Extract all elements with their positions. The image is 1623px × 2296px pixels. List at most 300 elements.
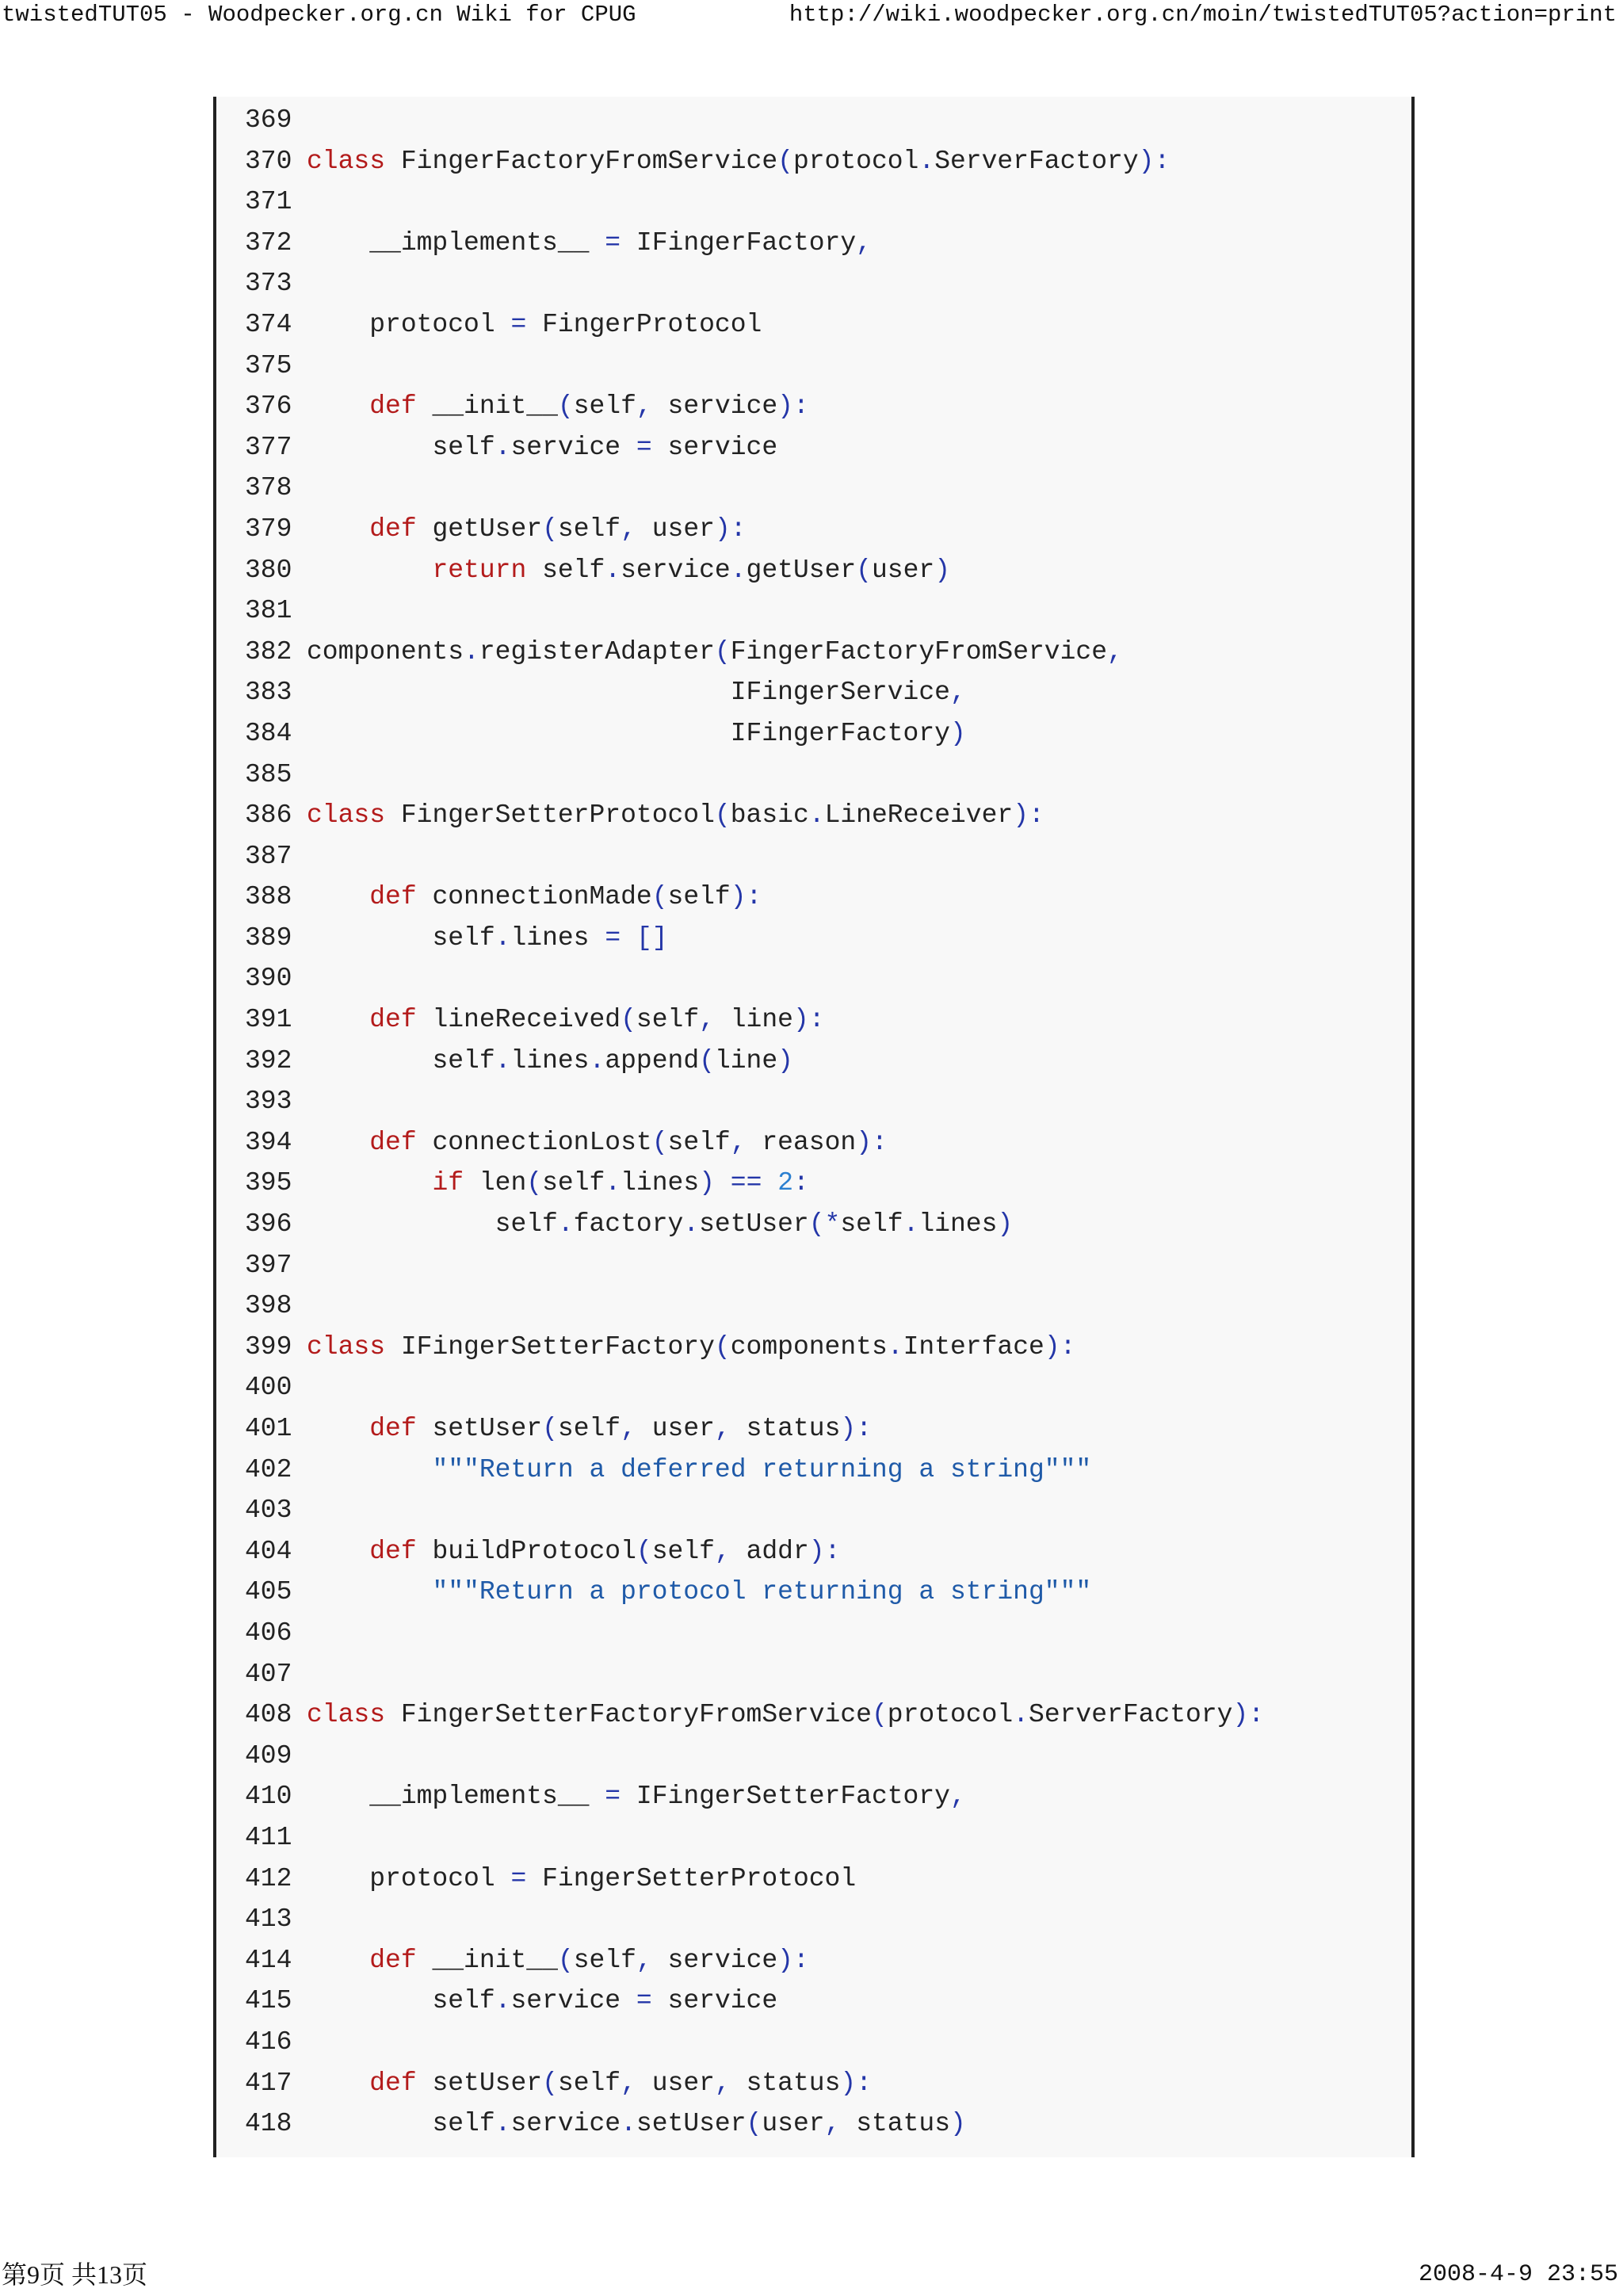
code-whitespace xyxy=(652,1986,668,2015)
line-number: 402 xyxy=(245,1454,292,1484)
code-line xyxy=(245,2022,1411,2063)
code-operator: ( xyxy=(557,392,574,422)
code-operator: ( xyxy=(714,800,731,831)
code-operator: = xyxy=(636,1986,652,2016)
code-line xyxy=(245,713,1411,755)
code-whitespace xyxy=(417,882,433,911)
code-line xyxy=(245,999,1411,1041)
code-line xyxy=(245,1163,1411,1204)
code-operator: , xyxy=(856,227,872,258)
code-operator: ( xyxy=(651,1127,668,1157)
code-keyword: if xyxy=(432,1168,464,1198)
line-number: 385 xyxy=(245,759,292,789)
code-operator: ( xyxy=(542,2068,558,2098)
code-operator: ) xyxy=(777,1045,793,1075)
code-whitespace xyxy=(307,1128,369,1157)
code-operator: ): xyxy=(1138,146,1170,176)
code-whitespace xyxy=(385,800,401,830)
code-line xyxy=(245,2063,1411,2104)
code-line xyxy=(245,1286,1411,1327)
code-operator: ): xyxy=(777,1945,809,1975)
code-name: Interface xyxy=(903,1331,1044,1362)
code-name: protocol xyxy=(369,309,495,339)
code-name: self xyxy=(573,1945,636,1975)
code-whitespace xyxy=(307,2109,432,2138)
code-name: FingerFactoryFromService xyxy=(400,146,778,176)
code-operator: , xyxy=(714,1536,731,1566)
code-whitespace xyxy=(307,228,369,258)
line-number: 383 xyxy=(245,678,292,708)
code-keyword: class xyxy=(307,800,386,831)
code-name: IFingerFactory xyxy=(636,227,857,258)
line-number: 375 xyxy=(245,350,292,380)
code-operator: ( xyxy=(557,1945,574,1975)
code-name: self xyxy=(432,923,495,953)
code-operator: = xyxy=(510,1863,527,1893)
code-operator: . xyxy=(621,2109,636,2139)
code-operator: . xyxy=(589,1045,605,1075)
code-string: """Return a deferred returning a string""" xyxy=(432,1454,1092,1484)
code-line xyxy=(245,304,1411,346)
code-number: 2 xyxy=(777,1168,794,1198)
code-line xyxy=(245,836,1411,877)
code-whitespace xyxy=(385,147,401,176)
code-name: self xyxy=(432,1986,495,2016)
code-name: self xyxy=(636,1005,700,1035)
code-whitespace xyxy=(840,2109,856,2138)
code-operator: . xyxy=(605,1168,621,1198)
code-whitespace xyxy=(307,392,369,421)
code-name: __init__ xyxy=(432,1945,558,1975)
code-line xyxy=(245,1450,1411,1491)
code-name: len xyxy=(479,1168,527,1198)
code-lines xyxy=(245,100,1411,2145)
code-name: connectionLost xyxy=(432,1127,652,1157)
line-number: 407 xyxy=(245,1659,292,1689)
code-operator: , xyxy=(636,1945,652,1975)
code-whitespace xyxy=(715,1005,731,1034)
code-operator: ( xyxy=(699,1045,715,1075)
code-name: status xyxy=(856,2109,951,2139)
code-line xyxy=(245,1736,1411,1777)
line-number: 398 xyxy=(245,1291,292,1321)
code-name: protocol xyxy=(887,1700,1014,1730)
code-keyword: def xyxy=(369,1536,417,1566)
line-number: 390 xyxy=(245,964,292,994)
code-operator: , xyxy=(1107,636,1123,667)
code-keyword: def xyxy=(369,2068,417,2098)
code-keyword: def xyxy=(369,514,417,544)
code-name: LineReceiver xyxy=(824,800,1014,831)
code-operator: ( xyxy=(542,514,558,544)
code-name: self xyxy=(542,555,605,585)
code-operator: == xyxy=(730,1168,762,1198)
print-timestamp: 2008-4-9 23:55 xyxy=(1418,2261,1618,2288)
code-name: protocol xyxy=(369,1863,495,1893)
code-name: status xyxy=(746,1414,841,1443)
code-name: service xyxy=(667,1986,778,2016)
code-line xyxy=(245,550,1411,591)
code-keyword: def xyxy=(369,1414,417,1443)
code-whitespace xyxy=(417,1005,433,1034)
code-operator: ( xyxy=(871,1700,888,1730)
line-number: 373 xyxy=(245,269,292,299)
code-line xyxy=(245,223,1411,264)
code-name: setUser xyxy=(699,1209,809,1240)
code-name: FingerSetterProtocol xyxy=(542,1863,857,1893)
code-operator: , xyxy=(714,2068,731,2098)
code-name: self xyxy=(651,1536,715,1566)
code-line xyxy=(245,1981,1411,2022)
line-number: 372 xyxy=(245,227,292,258)
code-line xyxy=(245,1204,1411,1245)
code-operator: , xyxy=(621,514,636,544)
code-keyword: def xyxy=(369,1127,417,1157)
line-number: 395 xyxy=(245,1168,292,1198)
code-whitespace xyxy=(417,1946,433,1975)
code-whitespace xyxy=(621,228,636,258)
code-name: self xyxy=(573,392,636,422)
code-line xyxy=(245,468,1411,509)
code-whitespace xyxy=(307,719,731,748)
code-whitespace xyxy=(747,1128,762,1157)
code-line xyxy=(245,1940,1411,1981)
code-whitespace xyxy=(636,2069,652,2098)
code-whitespace xyxy=(731,2069,747,2098)
code-name: service xyxy=(667,392,778,422)
code-whitespace xyxy=(307,433,432,462)
code-operator: , xyxy=(949,678,966,708)
line-number: 414 xyxy=(245,1945,292,1975)
code-whitespace xyxy=(526,1864,542,1893)
code-operator: ( xyxy=(777,146,793,176)
code-whitespace xyxy=(495,1864,511,1893)
code-name: user xyxy=(651,514,715,544)
code-operator: = xyxy=(605,1782,621,1812)
code-operator: . xyxy=(495,1045,511,1075)
code-name: FingerSetterFactoryFromService xyxy=(400,1700,872,1730)
code-line xyxy=(245,1899,1411,1940)
code-operator: = xyxy=(636,432,652,462)
code-name: service xyxy=(510,432,621,462)
code-name: lines xyxy=(918,1209,998,1240)
code-whitespace xyxy=(307,1414,369,1443)
code-whitespace xyxy=(621,923,636,953)
code-operator: ): xyxy=(1013,800,1044,831)
code-line xyxy=(245,1408,1411,1450)
code-operator: , xyxy=(714,1414,731,1443)
code-line xyxy=(245,1817,1411,1859)
code-operator: . xyxy=(730,555,747,585)
code-operator: ): xyxy=(714,514,747,544)
code-whitespace xyxy=(762,1168,777,1198)
print-footer xyxy=(0,2256,1623,2296)
code-whitespace xyxy=(307,514,369,544)
code-operator: . xyxy=(605,555,621,585)
code-whitespace xyxy=(307,678,731,707)
code-operator: , xyxy=(621,2068,636,2098)
line-number: 408 xyxy=(245,1700,292,1730)
code-keyword: def xyxy=(369,1945,417,1975)
code-whitespace xyxy=(307,310,369,339)
code-operator: . xyxy=(464,636,479,667)
code-whitespace xyxy=(385,1332,401,1362)
code-line xyxy=(245,590,1411,632)
code-operator: . xyxy=(918,146,935,176)
line-number: 370 xyxy=(245,146,292,176)
line-number: 404 xyxy=(245,1536,292,1566)
code-operator: ( xyxy=(714,636,731,667)
code-name: components xyxy=(307,636,464,667)
code-operator: . xyxy=(495,1986,511,2016)
code-name: IFingerSetterFactory xyxy=(636,1782,950,1812)
line-number: 411 xyxy=(245,1822,292,1852)
line-number: 397 xyxy=(245,1250,292,1280)
code-line xyxy=(245,1694,1411,1736)
code-line xyxy=(245,1776,1411,1817)
page-count: 第9页 共13页 xyxy=(2,2260,148,2289)
code-line xyxy=(245,2103,1411,2145)
line-number: 399 xyxy=(245,1331,292,1362)
code-name: __init__ xyxy=(432,392,558,422)
code-operator: , xyxy=(621,1414,636,1443)
code-name: getUser xyxy=(746,555,857,585)
code-whitespace xyxy=(526,556,542,585)
code-operator: ) xyxy=(934,555,951,585)
code-name: service xyxy=(510,1986,621,2016)
code-operator: ( xyxy=(651,882,668,912)
code-name: __implements__ xyxy=(369,1782,590,1812)
code-operator: ): xyxy=(730,882,762,912)
code-operator: ): xyxy=(856,1127,888,1157)
code-line xyxy=(245,181,1411,223)
code-name: ServerFactory xyxy=(1029,1700,1233,1730)
code-name: self xyxy=(495,1209,558,1240)
code-operator: ) xyxy=(997,1209,1014,1240)
code-line xyxy=(245,1531,1411,1572)
code-name: service xyxy=(667,432,778,462)
line-number: 391 xyxy=(245,1005,292,1035)
code-operator: ( xyxy=(636,1536,652,1566)
code-line xyxy=(245,1081,1411,1122)
code-name: self xyxy=(542,1168,605,1198)
line-number: 418 xyxy=(245,2109,292,2139)
code-keyword: def xyxy=(369,882,417,912)
line-number: 417 xyxy=(245,2068,292,2098)
code-whitespace xyxy=(307,2069,369,2098)
code-line xyxy=(245,346,1411,387)
code-operator: = xyxy=(605,227,621,258)
code-name: service xyxy=(510,2109,621,2139)
code-whitespace xyxy=(417,392,433,421)
code-name: lines xyxy=(510,1045,590,1075)
code-operator: , xyxy=(949,1782,966,1812)
code-whitespace xyxy=(590,923,605,953)
code-keyword: class xyxy=(307,1331,386,1362)
code-name: self xyxy=(432,2109,495,2139)
code-whitespace xyxy=(417,2069,433,2098)
code-keyword: class xyxy=(307,1700,386,1730)
code-name: user xyxy=(651,2068,715,2098)
code-operator: ): xyxy=(792,1005,825,1035)
code-name: user xyxy=(651,1414,715,1443)
line-number: 388 xyxy=(245,882,292,912)
code-line xyxy=(245,632,1411,673)
code-whitespace xyxy=(464,1168,479,1198)
code-name: setUser xyxy=(432,2068,543,2098)
code-line xyxy=(245,141,1411,182)
code-operator: = xyxy=(605,923,621,953)
code-operator: ( xyxy=(714,1331,731,1362)
code-line xyxy=(245,386,1411,427)
code-whitespace xyxy=(307,1577,432,1606)
code-name: line xyxy=(714,1045,778,1075)
code-whitespace xyxy=(307,1455,432,1484)
line-number: 393 xyxy=(245,1087,292,1117)
code-name: protocol xyxy=(792,146,919,176)
code-name: FingerFactoryFromService xyxy=(730,636,1108,667)
line-number: 401 xyxy=(245,1414,292,1443)
code-line xyxy=(245,877,1411,918)
code-whitespace xyxy=(307,556,432,585)
code-operator: . xyxy=(683,1209,700,1240)
code-name: self xyxy=(667,882,731,912)
line-number: 412 xyxy=(245,1863,292,1893)
line-number: 400 xyxy=(245,1373,292,1403)
code-name: user xyxy=(871,555,935,585)
line-number: 369 xyxy=(245,105,292,135)
code-name: self xyxy=(557,2068,621,2098)
code-line xyxy=(245,427,1411,468)
code-operator: ( xyxy=(621,1005,636,1035)
code-whitespace xyxy=(731,1414,747,1443)
code-operator: = xyxy=(510,309,527,339)
code-operator: , xyxy=(730,1127,747,1157)
code-whitespace xyxy=(636,1414,652,1443)
code-line xyxy=(245,1490,1411,1531)
code-whitespace xyxy=(417,514,433,544)
code-name: lines xyxy=(621,1168,700,1198)
code-operator: ( xyxy=(856,555,872,585)
page-url: http://wiki.woodpecker.org.cn/moin/twistedTUT05?action=print xyxy=(789,2,1617,28)
code-operator: . xyxy=(495,2109,511,2139)
code-whitespace xyxy=(307,923,432,953)
line-number: 389 xyxy=(245,923,292,953)
code-whitespace xyxy=(307,1209,495,1239)
code-whitespace xyxy=(526,310,542,339)
code-keyword: def xyxy=(369,1005,417,1035)
code-whitespace xyxy=(652,433,668,462)
code-whitespace xyxy=(307,1537,369,1566)
code-operator: ) xyxy=(699,1168,715,1198)
code-line xyxy=(245,1122,1411,1163)
line-number: 394 xyxy=(245,1127,292,1157)
line-number: 415 xyxy=(245,1986,292,2016)
code-name: registerAdapter xyxy=(479,636,715,667)
line-number: 376 xyxy=(245,392,292,422)
code-whitespace xyxy=(417,1537,433,1566)
code-whitespace xyxy=(621,433,636,462)
code-whitespace xyxy=(307,1986,432,2015)
code-keyword: return xyxy=(432,555,527,585)
code-name: self xyxy=(432,432,495,462)
code-whitespace xyxy=(621,1986,636,2015)
line-number: 405 xyxy=(245,1577,292,1607)
code-whitespace xyxy=(417,1414,433,1443)
code-name: setUser xyxy=(432,1414,543,1443)
code-operator: (* xyxy=(808,1209,841,1240)
code-operator: ): xyxy=(1044,1331,1076,1362)
line-number: 371 xyxy=(245,187,292,217)
code-operator: ( xyxy=(526,1168,543,1198)
code-whitespace xyxy=(307,1946,369,1975)
line-number: 378 xyxy=(245,473,292,503)
code-line xyxy=(245,1041,1411,1082)
code-name: service xyxy=(621,555,731,585)
code-whitespace xyxy=(385,1700,401,1729)
code-operator: , xyxy=(824,2109,841,2139)
line-number: 396 xyxy=(245,1209,292,1240)
code-operator: ) xyxy=(950,2109,966,2139)
code-name: reason xyxy=(762,1127,857,1157)
line-number: 377 xyxy=(245,432,292,462)
code-name: setUser xyxy=(636,2109,747,2139)
code-whitespace xyxy=(636,514,652,544)
code-operator: ): xyxy=(777,392,809,422)
code-name: line xyxy=(730,1005,793,1035)
code-name: FingerSetterProtocol xyxy=(400,800,715,831)
code-line xyxy=(245,1327,1411,1368)
code-line xyxy=(245,918,1411,959)
print-header xyxy=(0,0,1623,35)
code-operator: ) xyxy=(949,718,966,748)
code-operator: . xyxy=(903,1209,919,1240)
code-name: IFingerService xyxy=(730,678,950,708)
code-name: ServerFactory xyxy=(934,146,1139,176)
code-whitespace xyxy=(652,392,668,421)
code-name: components xyxy=(730,1331,888,1362)
code-whitespace xyxy=(307,1046,432,1075)
code-operator: ( xyxy=(746,2109,762,2139)
code-operator: . xyxy=(495,432,511,462)
code-operator: ): xyxy=(840,1414,873,1443)
line-number: 379 xyxy=(245,514,292,544)
code-name: IFingerSetterFactory xyxy=(400,1331,715,1362)
code-line xyxy=(245,100,1411,141)
line-number: 387 xyxy=(245,841,292,871)
code-name: self xyxy=(840,1209,903,1240)
code-operator: [] xyxy=(636,923,668,953)
code-name: user xyxy=(762,2109,825,2139)
code-whitespace xyxy=(621,1782,636,1811)
code-name: __implements__ xyxy=(369,227,590,258)
line-number: 382 xyxy=(245,636,292,667)
line-number: 386 xyxy=(245,800,292,831)
line-number: 374 xyxy=(245,309,292,339)
code-operator: , xyxy=(699,1005,715,1035)
line-number: 413 xyxy=(245,1904,292,1935)
code-name: self xyxy=(557,514,621,544)
code-whitespace xyxy=(307,1168,432,1198)
code-whitespace xyxy=(307,1864,369,1893)
code-name: append xyxy=(605,1045,700,1075)
code-line xyxy=(245,795,1411,836)
code-operator: ( xyxy=(542,1414,558,1443)
code-name: lineReceived xyxy=(432,1005,621,1035)
code-operator: , xyxy=(636,392,652,422)
page-title: twistedTUT05 - Woodpecker.org.cn Wiki for CPUG xyxy=(2,2,636,28)
line-number: 403 xyxy=(245,1496,292,1526)
